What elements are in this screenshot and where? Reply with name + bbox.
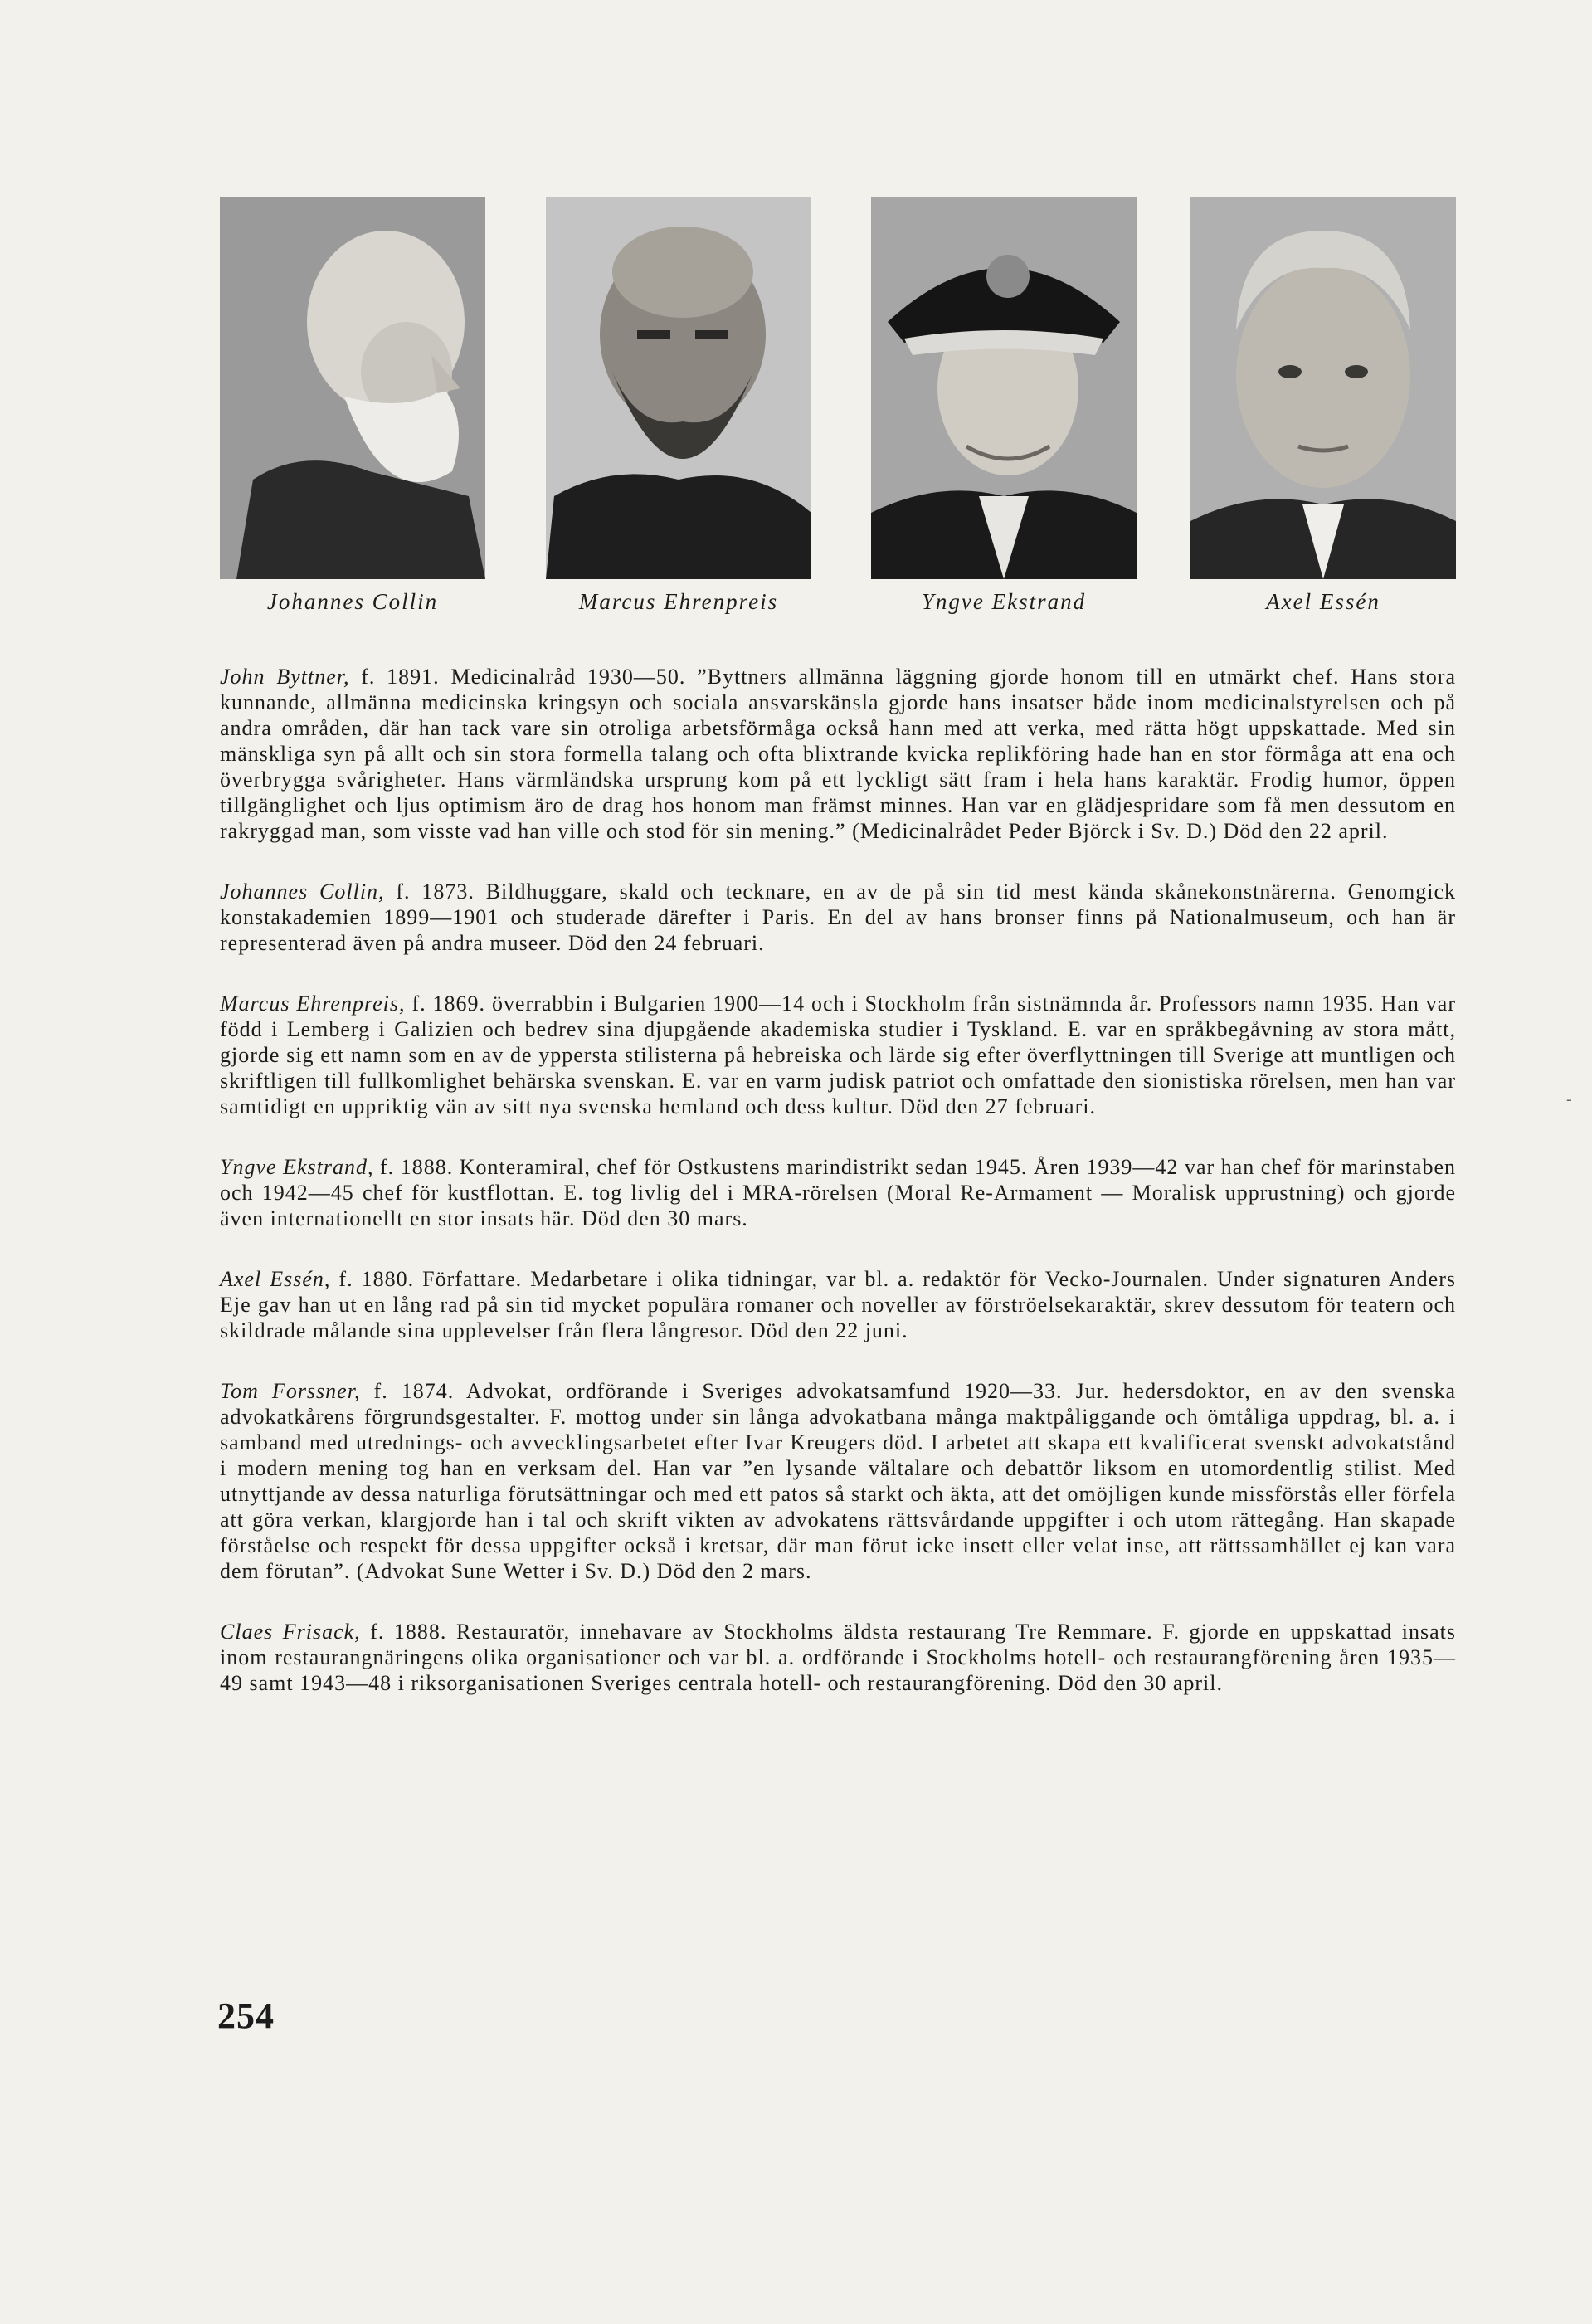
entry-name: Axel Essén, — [220, 1267, 331, 1291]
entry-claes-frisack — [220, 1619, 1456, 1696]
caption-axel-essen: Axel Essén — [1266, 589, 1380, 614]
entry-paragraph — [220, 1266, 1456, 1343]
entry-body: f. 1873. Bildhuggare, skald och tecknare, en av de på sin tid mest kända skånekonstnärerna. Genomgick konstakademien 1899—1901 och studerade därefter i Paris. En del av hans bronser finns på Nationalmuseum, och han är representerad även på andra museer. Död den 24 februari. — [220, 879, 1456, 955]
obituary-text — [220, 664, 1456, 1731]
caption-marcus-ehrenpreis: Marcus Ehrenpreis — [578, 589, 779, 614]
caption-johannes-collin: Johannes Collin — [266, 589, 439, 614]
portrait-image — [546, 197, 811, 579]
entry-body: f. 1888. Konteramiral, chef för Ostkustens marindistrikt sedan 1945. Åren 1939—42 var han chef för marinstaben och 1942—45 chef för kustflottan. E. tog livlig del i MRA-rörelsen (Moral Re-Armament — Moralisk upprustning) och gjorde även internationellt en stor insats här. Död den 30 mars. — [220, 1155, 1456, 1230]
entry-paragraph — [220, 1619, 1456, 1696]
entry-axel-essen — [220, 1266, 1456, 1343]
entry-name: Johannes Collin, — [220, 879, 385, 904]
entry-body: f. 1874. Advokat, ordförande i Sveriges advokatsamfund 1920—33. Jur. hedersdoktor, en av den svenska advokatkårens förgrundsgestalter. F. mottog under sin långa advokatbana många maktpåliggande och ömtåliga uppdrag, bl. a. i samband med utrednings- och avvecklingsarbetet efter Ivar Kreugers död. I arbetet att skapa ett kvalificerat svenskt advokatstånd i modern mening tog han en verksam del. Han var ”en lysande vältalare och debattör liksom en utomordentlig stilist. Med utnyttjande av dessa naturliga förutsättningar och med ett patos så starkt och äkta, att det omöjligen kunde missförstås eller förfela att göra verkan, klargjorde han i tal och skrift vikten av advokatens rättsvårdande uppgifter i och utom rättegång. Han skapade förståelse och respekt för dessa uppgifter också i kretsar, där man förut icke insett eller velat inse, att rättssamhället ej kan vara dem förutan”. (Advokat Sune Wetter i Sv. D.) Död den 2 mars. — [220, 1379, 1456, 1583]
portrait-yngve-ekstrand — [871, 197, 1137, 579]
entry-body: f. 1888. Restauratör, innehavare av Stockholms äldsta restaurang Tre Remmare. F. gjorde en uppskattad insats inom restaurangnäringens olika organisationer och var bl. a. ordförande i Stockholms hotell- och restaurangförening åren 1935—49 samt 1943—48 i riksorganisationen Sveriges centrala hotell- och restaurangförening. Död den 30 april. — [220, 1620, 1456, 1695]
entry-body: f. 1891. Medicinalråd 1930—50. ”Byttners allmänna läggning gjorde honom till en utmärkt chef. Hans stora kunnande, allmänna medicinska kringsyn och sociala ansvarskänsla gjorde hans insatser både inom medicinalstyrelsen och på andra områden, där han tack vare sin otroliga arbetsförmåga också hann med att verka, med rätta högt uppskattade. Med sin mänskliga syn på allt och sin stora formella talang och ofta blixtrande kvicka replikföring hade han en stor förmåga att ena och överbrygga svårigheter. Hans värmländska ursprung kom på ett lyckligt sätt fram i hela hans karaktär. Frodig humor, öppen tillgänglighet och ljus optimism äro de drag hos honom man främst minnes. Han var en glädjespridare som få men dessutom en rakryggad man, som visste vad han ville och stod för sin mening.” (Medicinalrådet Peder Björck i Sv. D.) Död den 22 april. — [220, 665, 1456, 843]
portrait-axel-essen — [1190, 197, 1456, 579]
entry-paragraph — [220, 991, 1456, 1119]
portrait-image — [871, 197, 1137, 579]
entry-johannes-collin — [220, 879, 1456, 956]
portrait-image — [220, 197, 485, 579]
caption-yngve-ekstrand: Yngve Ekstrand — [921, 589, 1087, 614]
entry-paragraph — [220, 1154, 1456, 1231]
entry-paragraph — [220, 1378, 1456, 1584]
entry-name: John Byttner, — [220, 665, 350, 689]
entry-body: f. 1880. Författare. Medarbetare i olika tidningar, var bl. a. redaktör för Vecko-Journalen. Under signaturen Anders Eje gav han ut en lång rad på sin tid mycket populära romaner och noveller av förströelsekaraktär, skrev dessutom för teatern och skildrade målande sina upplevelser från flera långresor. Död den 22 juni. — [220, 1267, 1456, 1342]
portrait-image — [1190, 197, 1456, 579]
portrait-marcus-ehrenpreis — [546, 197, 811, 579]
entry-yngve-ekstrand — [220, 1154, 1456, 1231]
entry-body: f. 1869. överrabbin i Bulgarien 1900—14 och i Stockholm från sistnämnda år. Professors namn 1935. Han var född i Lemberg i Galizien och bedrev sina djupgående akademiska studier i Tyskland. E. var en språkbegåvning av stora mått, gjorde sig ett namn som en av de yppersta stilisterna på hebreiska och lärde sig efter överflyttningen till Sverige att muntligen och skriftligen till fullkomlighet behärska svenskan. E. var en varm judisk patriot och omfattade den sionistiska rörelsen, men han var samtidigt en uppriktig vän av sitt nya svenska hemland och dess kultur. Död den 27 februari. — [220, 991, 1456, 1118]
entry-paragraph — [220, 879, 1456, 956]
portrait-johannes-collin — [220, 197, 485, 579]
portrait-row — [220, 197, 1456, 629]
entry-john-byttner — [220, 664, 1456, 844]
entry-name: Tom Forssner, — [220, 1379, 361, 1403]
entry-name: Yngve Ekstrand, — [220, 1155, 374, 1179]
margin-mark: - — [1566, 1090, 1572, 1108]
entry-name: Claes Frisack, — [220, 1620, 361, 1644]
entry-name: Marcus Ehrenpreis, — [220, 991, 406, 1016]
entry-paragraph — [220, 664, 1456, 844]
page-number: 254 — [217, 1995, 275, 2036]
entry-marcus-ehrenpreis — [220, 991, 1456, 1119]
entry-tom-forssner — [220, 1378, 1456, 1584]
